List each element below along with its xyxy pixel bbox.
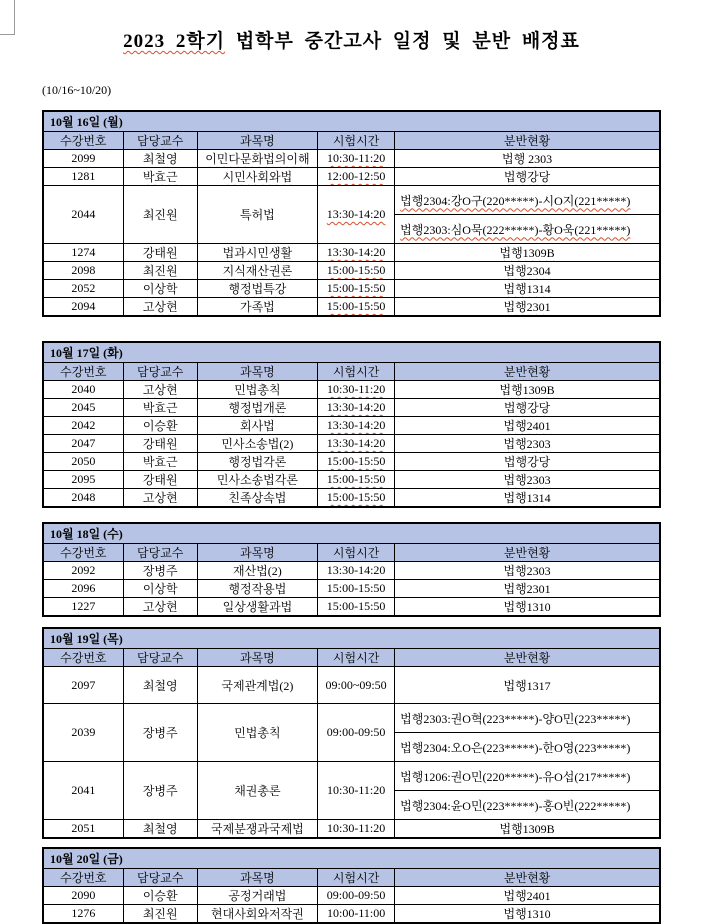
cell: 강태원 — [123, 471, 197, 489]
column-header: 과목명 — [197, 869, 317, 887]
column-header-row — [43, 363, 660, 381]
cell: 행정법특강 — [197, 280, 317, 298]
cell: 09:00~09:50 — [318, 667, 395, 704]
day-header: 10월 17일 (화) — [43, 342, 660, 363]
table-row — [43, 298, 660, 317]
cell: 재산법(2) — [197, 562, 317, 580]
table-row — [43, 905, 660, 924]
schedule-table-5 — [42, 847, 661, 924]
cell: 가족법 — [197, 298, 317, 317]
cell: 1227 — [43, 598, 123, 617]
column-header-row — [43, 869, 660, 887]
table-row — [43, 704, 660, 733]
cell: 채권총론 — [197, 762, 317, 820]
cell: 친족상속법 — [197, 489, 317, 508]
table-row — [43, 435, 660, 453]
column-header: 수강번호 — [43, 649, 123, 667]
cell: 박효근 — [123, 399, 197, 417]
cell: 이승환 — [123, 887, 197, 905]
cell: 법과시민생활 — [197, 244, 317, 262]
day-header: 10월 16일 (월) — [43, 111, 660, 132]
column-header: 담당교수 — [123, 544, 197, 562]
cell: 법행2401 — [395, 417, 660, 435]
column-header-row — [43, 544, 660, 562]
cell: 고상현 — [123, 381, 197, 399]
cell: 법행1317 — [395, 667, 660, 704]
cell: 15:00-15:50 — [318, 471, 395, 489]
cell: 국제관계법(2) — [197, 667, 317, 704]
column-header: 분반현황 — [395, 649, 660, 667]
cell: 강태원 — [123, 435, 197, 453]
cell: 박효근 — [123, 453, 197, 471]
table-row — [43, 186, 660, 215]
section-assignment-cell: 법행2304:강O구(220*****)-시O지(221*****) — [395, 186, 660, 215]
day-header: 10월 20일 (금) — [43, 848, 660, 869]
cell: 민법총칙 — [197, 381, 317, 399]
section-assignment-cell: 법행2303:권O혁(223*****)-양O민(223*****) — [395, 704, 660, 733]
cell: 법행1309B — [395, 381, 660, 399]
cell: 2094 — [43, 298, 123, 317]
column-header: 수강번호 — [43, 869, 123, 887]
cell: 법행강당 — [395, 168, 660, 186]
cell: 법행1309B — [395, 244, 660, 262]
cell: 1276 — [43, 905, 123, 924]
cell: 2050 — [43, 453, 123, 471]
cell: 법행2401 — [395, 887, 660, 905]
cell: 12:00-12:50 — [318, 168, 395, 186]
section-assignment-cell: 법행1206:권O민(220*****)-유O섭(217*****) — [395, 762, 660, 791]
cell: 10:30-11:20 — [318, 381, 395, 399]
cell: 2040 — [43, 381, 123, 399]
column-header: 분반현황 — [395, 363, 660, 381]
table-row — [43, 820, 660, 839]
cell: 시민사회와법 — [197, 168, 317, 186]
table-row — [43, 381, 660, 399]
cell: 법행2303 — [395, 435, 660, 453]
table-row — [43, 471, 660, 489]
cell: 공정거래법 — [197, 887, 317, 905]
table-row — [43, 762, 660, 791]
cell: 15:00-15:50 — [318, 453, 395, 471]
day-band-row — [43, 523, 660, 544]
cell: 최진원 — [123, 186, 197, 244]
cell: 2047 — [43, 435, 123, 453]
table-row — [43, 667, 660, 704]
column-header: 담당교수 — [123, 132, 197, 150]
cell: 2096 — [43, 580, 123, 598]
table-row — [43, 489, 660, 508]
table-row — [43, 280, 660, 298]
column-header: 수강번호 — [43, 363, 123, 381]
cell: 10:30-11:20 — [318, 150, 395, 168]
cell: 이상학 — [123, 280, 197, 298]
table-row — [43, 887, 660, 905]
cell: 13:30-14:20 — [318, 435, 395, 453]
cell: 2039 — [43, 704, 123, 762]
schedule-table-1 — [42, 110, 661, 317]
cell: 고상현 — [123, 298, 197, 317]
cell: 15:00-15:50 — [318, 489, 395, 508]
cell: 일상생활과법 — [197, 598, 317, 617]
column-header: 과목명 — [197, 544, 317, 562]
cell: 2048 — [43, 489, 123, 508]
cell: 2090 — [43, 887, 123, 905]
cell: 법행강당 — [395, 399, 660, 417]
window-corner-artifact — [0, 0, 15, 35]
cell: 2099 — [43, 150, 123, 168]
table-gap — [42, 617, 661, 627]
table-gap — [42, 317, 661, 341]
cell: 13:30-14:20 — [318, 186, 395, 244]
column-header: 분반현황 — [395, 544, 660, 562]
cell: 15:00-15:50 — [318, 280, 395, 298]
cell: 법행1310 — [395, 598, 660, 617]
column-header: 과목명 — [197, 132, 317, 150]
day-band-row — [43, 848, 660, 869]
day-header: 10월 19일 (목) — [43, 628, 660, 649]
cell: 행정작용법 — [197, 580, 317, 598]
day-band-row — [43, 342, 660, 363]
cell: 2044 — [43, 186, 123, 244]
cell: 15:00-15:50 — [318, 298, 395, 317]
cell: 이민다문화법의이해 — [197, 150, 317, 168]
cell: 15:00-15:50 — [318, 262, 395, 280]
section-assignment-cell: 법행2304:오O은(223*****)-한O영(223*****) — [395, 733, 660, 762]
table-gap — [42, 839, 661, 847]
cell: 민법총칙 — [197, 704, 317, 762]
cell: 1281 — [43, 168, 123, 186]
column-header: 시험시간 — [318, 544, 395, 562]
table-row — [43, 244, 660, 262]
column-header: 시험시간 — [318, 869, 395, 887]
cell: 행정법개론 — [197, 399, 317, 417]
cell: 국제분쟁과국제법 — [197, 820, 317, 839]
table-row — [43, 598, 660, 617]
cell: 2052 — [43, 280, 123, 298]
section-assignment-cell: 법행2303:심O묵(222*****)-황O욱(221*****) — [395, 215, 660, 244]
title-part-rest: 법학부 중간고사 일정 및 분반 배정표 — [225, 31, 580, 52]
cell: 법행 2303 — [395, 150, 660, 168]
column-header-row — [43, 649, 660, 667]
cell: 법행2304 — [395, 262, 660, 280]
cell: 10:30-11:20 — [318, 762, 395, 820]
cell: 2095 — [43, 471, 123, 489]
table-gap — [42, 508, 661, 522]
column-header-row — [43, 132, 660, 150]
page-title — [42, 26, 661, 53]
table-row — [43, 168, 660, 186]
table-row — [43, 562, 660, 580]
column-header: 수강번호 — [43, 132, 123, 150]
cell: 법행1314 — [395, 489, 660, 508]
column-header: 시험시간 — [318, 363, 395, 381]
cell: 장병주 — [123, 762, 197, 820]
schedule-table-4 — [42, 627, 661, 839]
cell: 법행1310 — [395, 905, 660, 924]
day-header: 10월 18일 (수) — [43, 523, 660, 544]
cell: 09:00-09:50 — [318, 887, 395, 905]
cell: 지식재산권론 — [197, 262, 317, 280]
cell: 특허법 — [197, 186, 317, 244]
cell: 09:00-09:50 — [318, 704, 395, 762]
day-band-row — [43, 628, 660, 649]
table-row — [43, 262, 660, 280]
date-range: (10/16~10/20) — [42, 83, 112, 97]
cell: 법행2301 — [395, 298, 660, 317]
day-band-row — [43, 111, 660, 132]
cell: 법행1314 — [395, 280, 660, 298]
cell: 법행2303 — [395, 471, 660, 489]
cell: 회사법 — [197, 417, 317, 435]
cell: 박효근 — [123, 168, 197, 186]
table-row — [43, 150, 660, 168]
schedule-table-2 — [42, 341, 661, 508]
cell: 법행강당 — [395, 453, 660, 471]
cell: 2042 — [43, 417, 123, 435]
cell: 장병주 — [123, 704, 197, 762]
column-header: 수강번호 — [43, 544, 123, 562]
cell: 고상현 — [123, 489, 197, 508]
tables — [42, 110, 661, 924]
column-header: 시험시간 — [318, 649, 395, 667]
cell: 2098 — [43, 262, 123, 280]
cell: 최철영 — [123, 820, 197, 839]
column-header: 과목명 — [197, 649, 317, 667]
cell: 최철영 — [123, 150, 197, 168]
schedule-table-3 — [42, 522, 661, 617]
cell: 10:00-11:00 — [318, 905, 395, 924]
cell: 2051 — [43, 820, 123, 839]
cell: 법행1309B — [395, 820, 660, 839]
cell: 최진원 — [123, 262, 197, 280]
cell: 민사소송법각론 — [197, 471, 317, 489]
cell: 2092 — [43, 562, 123, 580]
cell: 2045 — [43, 399, 123, 417]
cell: 13:30-14:20 — [318, 399, 395, 417]
cell: 행정법각론 — [197, 453, 317, 471]
cell: 이상학 — [123, 580, 197, 598]
cell: 13:30-14:20 — [318, 562, 395, 580]
cell: 강태원 — [123, 244, 197, 262]
column-header: 담당교수 — [123, 649, 197, 667]
cell: 13:30-14:20 — [318, 244, 395, 262]
table-row — [43, 453, 660, 471]
cell: 10:30-11:20 — [318, 820, 395, 839]
table-row — [43, 399, 660, 417]
cell: 최철영 — [123, 667, 197, 704]
column-header: 담당교수 — [123, 363, 197, 381]
column-header: 과목명 — [197, 363, 317, 381]
section-assignment-cell: 법행2304:윤O민(223*****)-홍O빈(222*****) — [395, 791, 660, 820]
column-header: 시험시간 — [318, 132, 395, 150]
cell: 이승환 — [123, 417, 197, 435]
table-row — [43, 580, 660, 598]
cell: 최진원 — [123, 905, 197, 924]
cell: 13:30-14:20 — [318, 417, 395, 435]
cell: 장병주 — [123, 562, 197, 580]
cell: 2041 — [43, 762, 123, 820]
cell: 고상현 — [123, 598, 197, 617]
cell: 현대사회와저작권 — [197, 905, 317, 924]
cell: 법행2303 — [395, 562, 660, 580]
column-header: 분반현황 — [395, 132, 660, 150]
column-header: 담당교수 — [123, 869, 197, 887]
table-row — [43, 417, 660, 435]
cell: 민사소송법(2) — [197, 435, 317, 453]
cell: 법행2301 — [395, 580, 660, 598]
cell: 1274 — [43, 244, 123, 262]
cell: 15:00-15:50 — [318, 598, 395, 617]
title-part-misspelled: 2023 2학기 — [123, 31, 226, 52]
cell: 2097 — [43, 667, 123, 704]
column-header: 분반현황 — [395, 869, 660, 887]
cell: 15:00-15:50 — [318, 580, 395, 598]
